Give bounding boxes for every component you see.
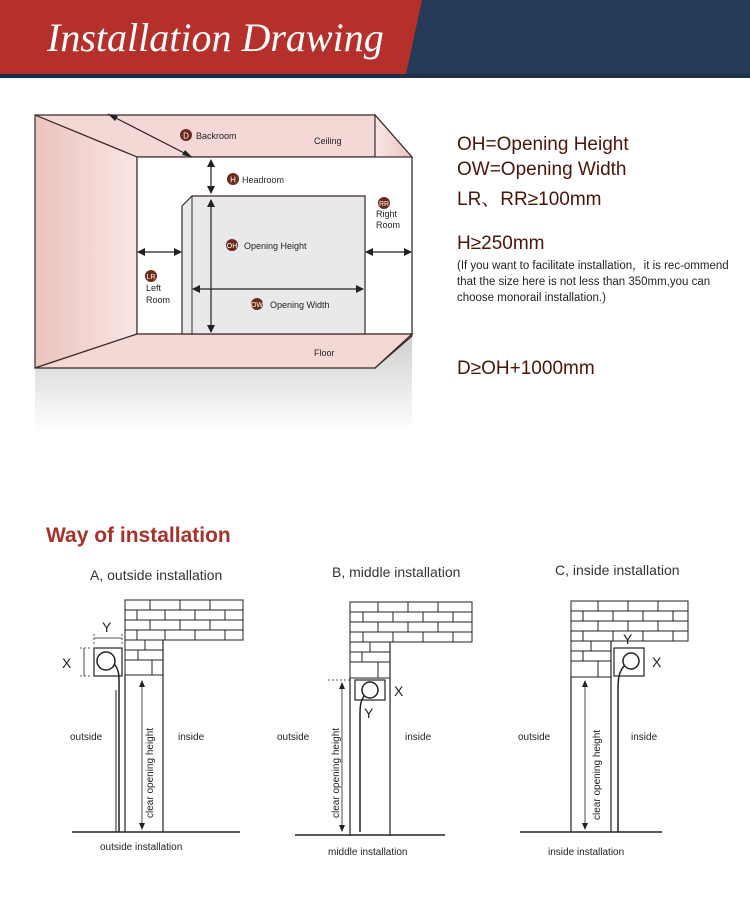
- brick-wall-b: [350, 602, 472, 678]
- page-title: Installation Drawing: [47, 15, 384, 60]
- badge-ow-text: OW: [250, 302, 264, 309]
- label-right: Right: [376, 209, 398, 219]
- label-ceiling: Ceiling: [314, 136, 342, 146]
- legend-d: D≥OH+1000mm: [457, 358, 595, 379]
- dim-x-c: X: [652, 654, 662, 670]
- label-inside-c: inside: [631, 732, 658, 743]
- label-inside-a: inside: [178, 732, 205, 743]
- label-backroom: Backroom: [196, 131, 237, 141]
- heading-inside: C, inside installation: [555, 562, 680, 578]
- legend-lr-rr: LR、RR≥100mm: [457, 189, 602, 210]
- legend-oh: OH=Opening Height: [457, 134, 629, 155]
- door-opening: [182, 196, 365, 334]
- installation-diagrams: [0, 529, 750, 909]
- label-opening-height: Opening Height: [244, 241, 307, 251]
- section-title: Way of installation: [46, 524, 231, 547]
- dim-x-b: X: [394, 683, 404, 699]
- heading-middle: B, middle installation: [332, 564, 461, 580]
- diagram-inside: [518, 562, 688, 858]
- label-headroom: Headroom: [242, 175, 285, 185]
- badge-d-text: D: [183, 131, 189, 141]
- dim-y-c: Y: [623, 631, 633, 647]
- left-wall: [35, 115, 137, 368]
- roller-a: [97, 652, 115, 670]
- brick-wall-a: [125, 600, 243, 675]
- diagram-outside: [62, 567, 243, 853]
- label-floor: Floor: [314, 348, 335, 358]
- roller-b: [362, 682, 378, 698]
- caption-outside: outside installation: [100, 842, 183, 853]
- legend-h: H≥250mm: [457, 233, 545, 254]
- label-outside-b: outside: [277, 732, 310, 743]
- label-left: Left: [146, 283, 162, 293]
- legend-ow: OW=Opening Width: [457, 159, 627, 180]
- badge-rr-text: RR: [378, 201, 390, 208]
- caption-inside: inside installation: [548, 847, 625, 858]
- badge-lr-text: LR: [146, 274, 156, 281]
- label-outside-c: outside: [518, 732, 551, 743]
- caption-middle: middle installation: [328, 847, 408, 858]
- label-inside-b: inside: [405, 732, 432, 743]
- roller-c: [623, 653, 639, 669]
- label-left-room: Room: [146, 295, 171, 305]
- badge-h-text: H: [230, 175, 236, 185]
- label-outside-a: outside: [70, 732, 103, 743]
- heading-outside: A, outside installation: [90, 567, 223, 583]
- badge-oh-text: OH: [226, 243, 238, 250]
- label-height-b: clear opening height: [331, 727, 342, 818]
- label-height-a: clear opening height: [145, 727, 156, 818]
- dim-x-a: X: [62, 655, 72, 671]
- dim-y-b: Y: [364, 705, 374, 721]
- dim-y-a: Y: [102, 619, 112, 635]
- label-right-room: Room: [376, 220, 401, 230]
- label-height-c: clear opening height: [592, 729, 603, 820]
- label-opening-width: Opening Width: [270, 300, 330, 310]
- diagram-middle: [277, 564, 472, 858]
- legend-h-note: (If you want to facilitate installation，it is rec-ommend that the size here is not less than 350mm,you can choose monorail installation.): [457, 260, 729, 304]
